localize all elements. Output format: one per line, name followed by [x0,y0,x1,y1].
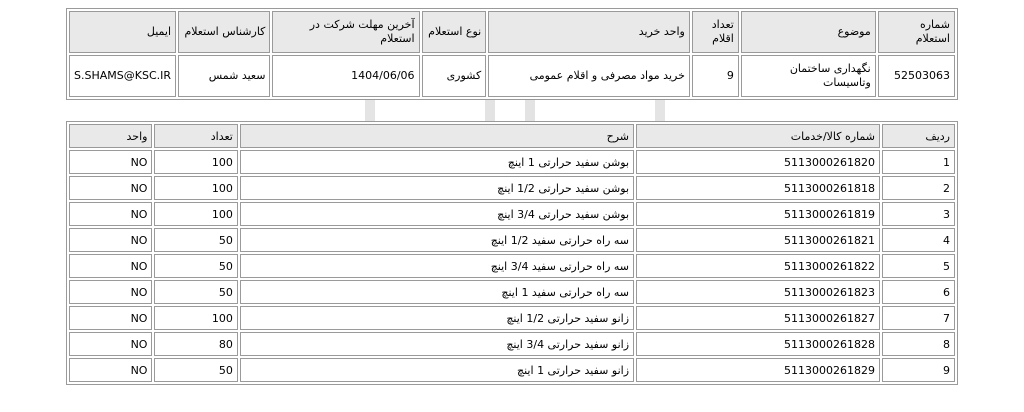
table-row [69,228,955,252]
row-number-cell: 3 [882,202,955,226]
row-number-cell: 2 [882,176,955,200]
header-quantity: تعداد [154,124,237,148]
quantity-cell: 50 [154,228,237,252]
inquiry-summary-table [66,8,958,100]
unit-cell: NO [69,150,152,174]
quantity-cell: 100 [154,176,237,200]
description-cell: سه راه حرارتی سفید 1/2 اینچ [240,228,634,252]
unit-cell: NO [69,202,152,226]
item-code-cell: 5113000261827 [636,306,880,330]
header-unit: واحد [69,124,152,148]
item-code-cell: 5113000261819 [636,202,880,226]
quantity-cell: 80 [154,332,237,356]
row-number-cell: 7 [882,306,955,330]
header-purchase-unit: واحد خرید [488,11,690,53]
items-table [66,121,958,385]
item-code-cell: 5113000261820 [636,150,880,174]
header-description: شرح [240,124,634,148]
row-number-cell: 9 [882,358,955,382]
quantity-cell: 50 [154,280,237,304]
description-cell: بوشن سفید حرارتی 3/4 اینچ [240,202,634,226]
table-row [69,280,955,304]
quantity-cell: 100 [154,202,237,226]
row-number-cell: 6 [882,280,955,304]
header-row-number: ردیف [882,124,955,148]
deadline: 1404/06/06 [272,55,419,97]
header-deadline: آخرین مهلت شرکت در استعلام [272,11,419,53]
item-code-cell: 5113000261823 [636,280,880,304]
quantity-cell: 50 [154,254,237,278]
description-cell: زانو سفید حرارتی 1 اینچ [240,358,634,382]
unit-cell: NO [69,358,152,382]
description-cell: سه راه حرارتی سفید 1 اینچ [240,280,634,304]
header-subject: موضوع [741,11,876,53]
table-row [69,332,955,356]
row-number-cell: 4 [882,228,955,252]
unit-cell: NO [69,332,152,356]
description-cell: بوشن سفید حرارتی 1 اینچ [240,150,634,174]
item-code-cell: 5113000261829 [636,358,880,382]
table-row [69,176,955,200]
description-cell: زانو سفید حرارتی 1/2 اینچ [240,306,634,330]
header-item-count: تعداد اقلام [692,11,739,53]
table-row [69,358,955,382]
unit-cell: NO [69,306,152,330]
email: S.SHAMS@KSC.IR [69,55,176,97]
table-row [69,150,955,174]
inquiry-number: 52503063 [878,55,955,97]
description-cell: بوشن سفید حرارتی 1/2 اینچ [240,176,634,200]
table-row [69,202,955,226]
quantity-cell: 100 [154,150,237,174]
item-code-cell: 5113000261828 [636,332,880,356]
expert-name: سعید شمس [178,55,270,97]
unit-cell: NO [69,254,152,278]
item-code-cell: 5113000261821 [636,228,880,252]
unit-cell: NO [69,176,152,200]
purchase-unit: خرید مواد مصرفی و اقلام عمومی [488,55,690,97]
row-number-cell: 1 [882,150,955,174]
subject: نگهداری ساختمان وتاسیسات [741,55,876,97]
unit-cell: NO [69,228,152,252]
table-row [69,306,955,330]
unit-cell: NO [69,280,152,304]
table-row [69,254,955,278]
description-cell: سه راه حرارتی سفید 3/4 اینچ [240,254,634,278]
row-number-cell: 8 [882,332,955,356]
item-count: 9 [692,55,739,97]
quantity-cell: 50 [154,358,237,382]
inquiry-type: کشوری [422,55,487,97]
item-code-cell: 5113000261822 [636,254,880,278]
header-inquiry-number: شماره استعلام [878,11,955,53]
row-number-cell: 5 [882,254,955,278]
item-code-cell: 5113000261818 [636,176,880,200]
header-inquiry-type: نوع استعلام [422,11,487,53]
quantity-cell: 100 [154,306,237,330]
header-email: ایمیل [69,11,176,53]
header-item-code: شماره کالا/خدمات [636,124,880,148]
description-cell: زانو سفید حرارتی 3/4 اینچ [240,332,634,356]
header-expert: کارشناس استعلام [178,11,270,53]
